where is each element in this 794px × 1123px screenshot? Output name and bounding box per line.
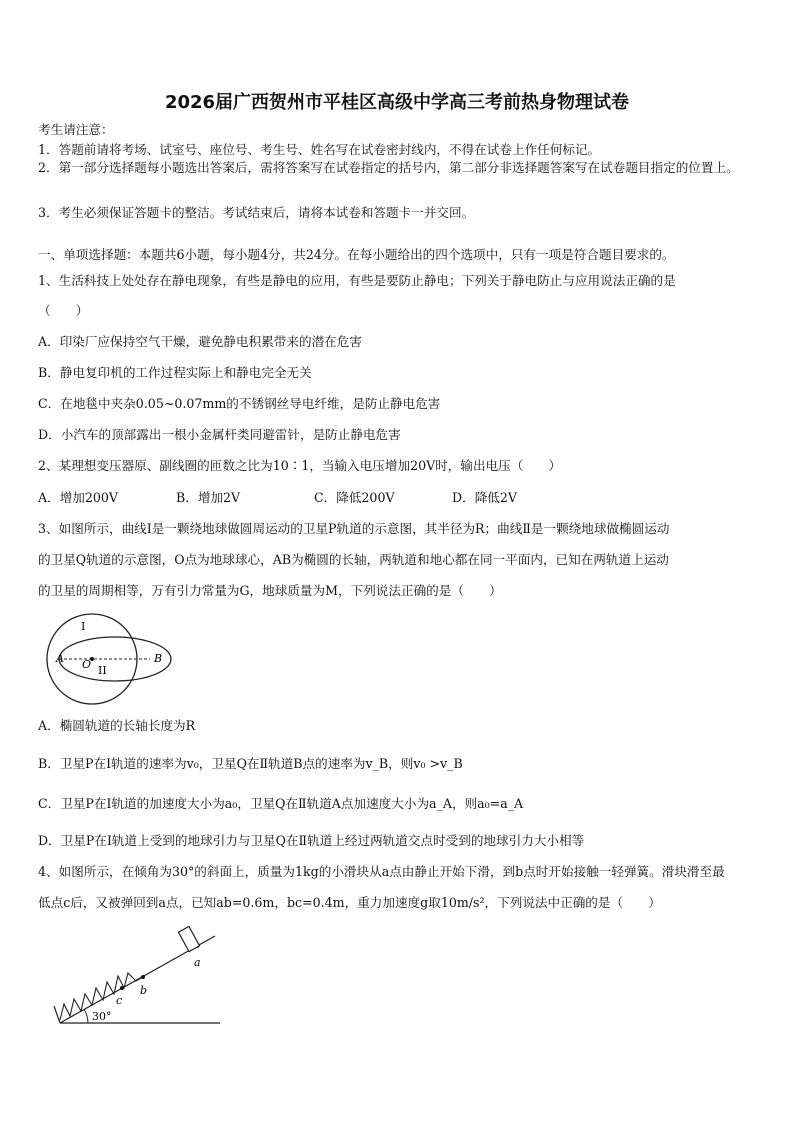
section-heading: 一、单项选择题：本题共6小题，每小题4分，共24分。在每小题给出的四个选项中，只有一项是符合题目要求的。	[38, 247, 675, 262]
spring-wall	[54, 1006, 60, 1023]
page-title: 2026届广西贺州市平桂区高级中学高三考前热身物理试卷	[164, 92, 630, 113]
q3-stem-line-3: 的卫星的周期相等，万有引力常量为G，地球质量为M，下列说法正确的是（ ）	[38, 583, 502, 598]
q2-option-c: C．降低200V	[314, 490, 395, 505]
q3-option-c: C．卫星P在Ⅰ轨道的加速度大小为a₀，卫星Q在Ⅱ轨道A点加速度大小为a_A，则a₀=a_A	[38, 796, 524, 811]
q3-stem-line-2: 的卫星Q轨道的示意图，O点为地球球心，AB为椭圆的长轴，两轨道和地心都在同一平面内，已知在两轨道上运动	[38, 552, 669, 567]
slider-block	[178, 926, 199, 951]
label-angle: 30°	[92, 1010, 112, 1023]
point-b	[141, 975, 145, 979]
notice-heading: 考生请注意：	[38, 122, 114, 137]
q1-stem: 1、生活科技上处处存在静电现象，有些是静电的应用，有些是要防止静电；下列关于静电防止与应用说法正确的是	[38, 273, 676, 288]
q1-option-b: B．静电复印机的工作过程实际上和静电完全无关	[38, 365, 312, 380]
q4-stem-line-2: 低点c后，又被弹回到a点，已知ab=0.6m，bc=0.4m，重力加速度g取10m/s²，下列说法中正确的是（ ）	[38, 895, 661, 910]
incline-diagram	[40, 926, 230, 1034]
q4-stem-line-1: 4、如图所示，在倾角为30°的斜面上，质量为1kg的小滑块从a点由静止开始下滑，到b点时开始接触一轻弹簧。滑块滑至最	[38, 864, 725, 879]
q2-option-b: B．增加2V	[176, 490, 241, 505]
notice-item-1: 1．答题前请将考场、试室号、座位号、考生号、姓名写在试卷密封线内，不得在试卷上作任何标记。	[38, 142, 601, 157]
orbit-diagram	[36, 612, 176, 708]
angle-arc	[84, 1009, 88, 1023]
q2-option-d: D．降低2V	[452, 490, 517, 505]
point-c	[120, 986, 124, 990]
label-orbit-ii: II	[98, 664, 107, 677]
label-a: a	[194, 956, 201, 969]
label-c: c	[116, 994, 123, 1007]
q1-option-d: D．小汽车的顶部露出一根小金属杆类同避雷针，是防止静电危害	[38, 427, 401, 442]
q2-option-a: A．增加200V	[38, 490, 119, 505]
q3-option-d: D．卫星P在Ⅰ轨道上受到的地球引力与卫星Q在Ⅱ轨道上经过两轨道交点时受到的地球引力大小相等	[38, 833, 585, 848]
q1-option-a: A．印染厂应保持空气干燥，避免静电积累带来的潜在危害	[38, 334, 362, 349]
label-orbit-i: I	[81, 620, 86, 633]
label-point-a: A	[56, 652, 64, 665]
q3-stem-line-1: 3、如图所示，曲线Ⅰ是一颗绕地球做圆周运动的卫星P轨道的示意图，其半径为R；曲线Ⅱ是一颗绕地球做椭圆运动	[38, 521, 670, 536]
q3-option-b: B．卫星P在Ⅰ轨道的速率为v₀，卫星Q在Ⅱ轨道B点的速率为v_B，则v₀ >v_B	[38, 756, 463, 771]
q1-paren: （ ）	[38, 303, 89, 318]
label-point-o: O	[82, 658, 92, 671]
q3-option-a: A．椭圆轨道的长轴长度为R	[38, 718, 196, 733]
notice-item-2: 2．第一部分选择题每小题选出答案后，需将答案写在试卷指定的括号内，第二部分非选择题答案写在试卷题目指定的位置上。	[38, 160, 739, 175]
label-b: b	[140, 984, 148, 997]
q1-option-c: C．在地毯中夹杂0.05~0.07mm的不锈钢丝导电纤维，是防止静电危害	[38, 396, 441, 411]
q2-stem: 2、某理想变压器原、副线圈的匝数之比为10∶1，当输入电压增加20V时，输出电压（ ）	[38, 458, 562, 473]
notice-item-3: 3．考生必须保证答题卡的整洁。考试结束后，请将本试卷和答题卡一并交回。	[38, 205, 475, 220]
label-point-b: B	[154, 652, 163, 665]
